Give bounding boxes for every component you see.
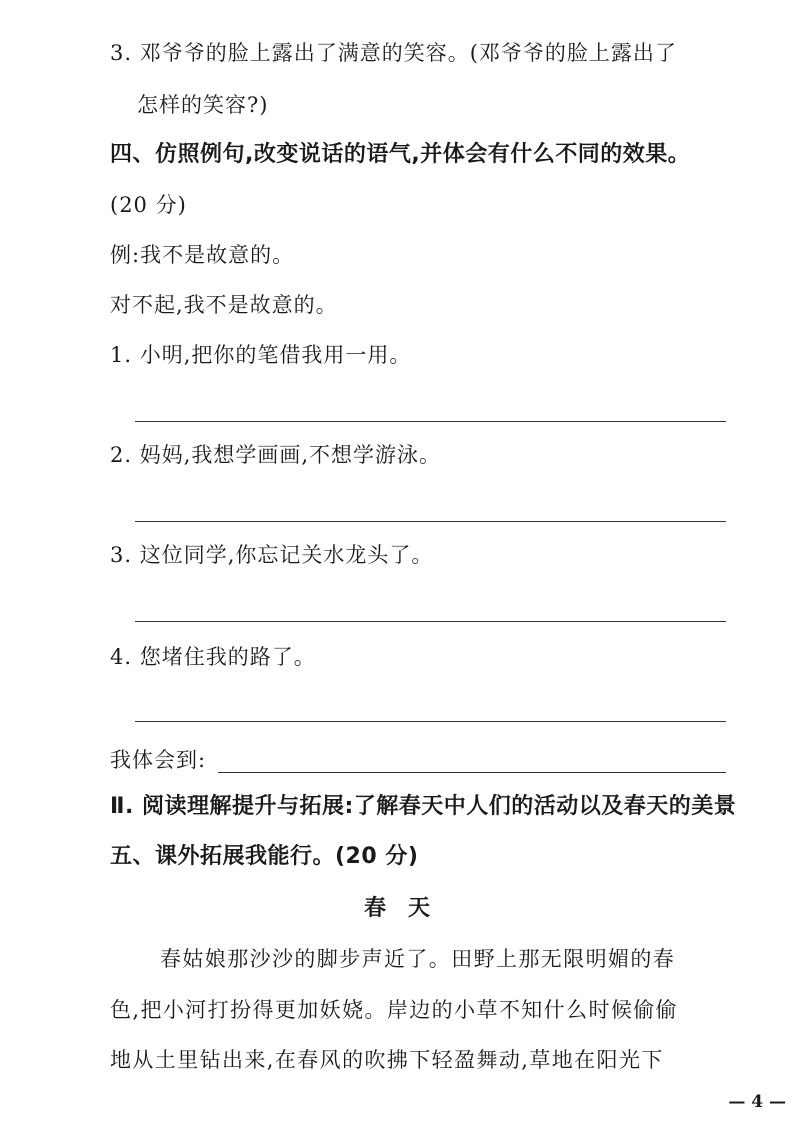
- exercise-item-4: 4. 您堵住我的路了。: [110, 645, 316, 669]
- page-number: — 4 —: [728, 1092, 786, 1112]
- exercise-item-1: 1. 小明,把你的笔借我用一用。: [110, 343, 412, 367]
- section-4-score: (20 分): [110, 193, 187, 217]
- answer-line-2[interactable]: [135, 521, 726, 522]
- question-3-line-2: 怎样的笑容?): [137, 93, 269, 117]
- example-sentence: 例:我不是故意的。: [110, 243, 295, 267]
- answer-line-1[interactable]: [135, 421, 726, 422]
- passage-line-1: 春姑娘那沙沙的脚步声近了。田野上那无限明媚的春: [160, 947, 676, 971]
- passage-line-3: 地从土里钻出来,在春风的吹拂下轻盈舞动,草地在阳光下: [110, 1048, 664, 1072]
- part-2-heading: Ⅱ. 阅读理解提升与拓展:了解春天中人们的活动以及春天的美景: [110, 794, 737, 819]
- example-answer: 对不起,我不是故意的。: [110, 293, 338, 317]
- section-4-heading: 四、仿照例句,改变说话的语气,并体会有什么不同的效果。: [110, 142, 691, 167]
- section-5-heading: 五、课外拓展我能行。(20 分): [110, 844, 419, 869]
- question-3-line-1: 3. 邓爷爷的脸上露出了满意的笑容。(邓爷爷的脸上露出了: [110, 41, 677, 65]
- passage-line-2: 色,把小河打扮得更加妖娆。岸边的小草不知什么时候偷偷: [110, 998, 679, 1022]
- exercise-item-2: 2. 妈妈,我想学画画,不想学游泳。: [110, 443, 442, 467]
- answer-line-4[interactable]: [135, 721, 726, 722]
- exercise-item-3: 3. 这位同学,你忘记关水龙头了。: [110, 543, 434, 567]
- passage-title: 春天: [363, 896, 452, 921]
- answer-line-3[interactable]: [135, 621, 726, 622]
- reflection-answer-line[interactable]: [218, 772, 726, 773]
- reflection-label: 我体会到:: [110, 748, 207, 772]
